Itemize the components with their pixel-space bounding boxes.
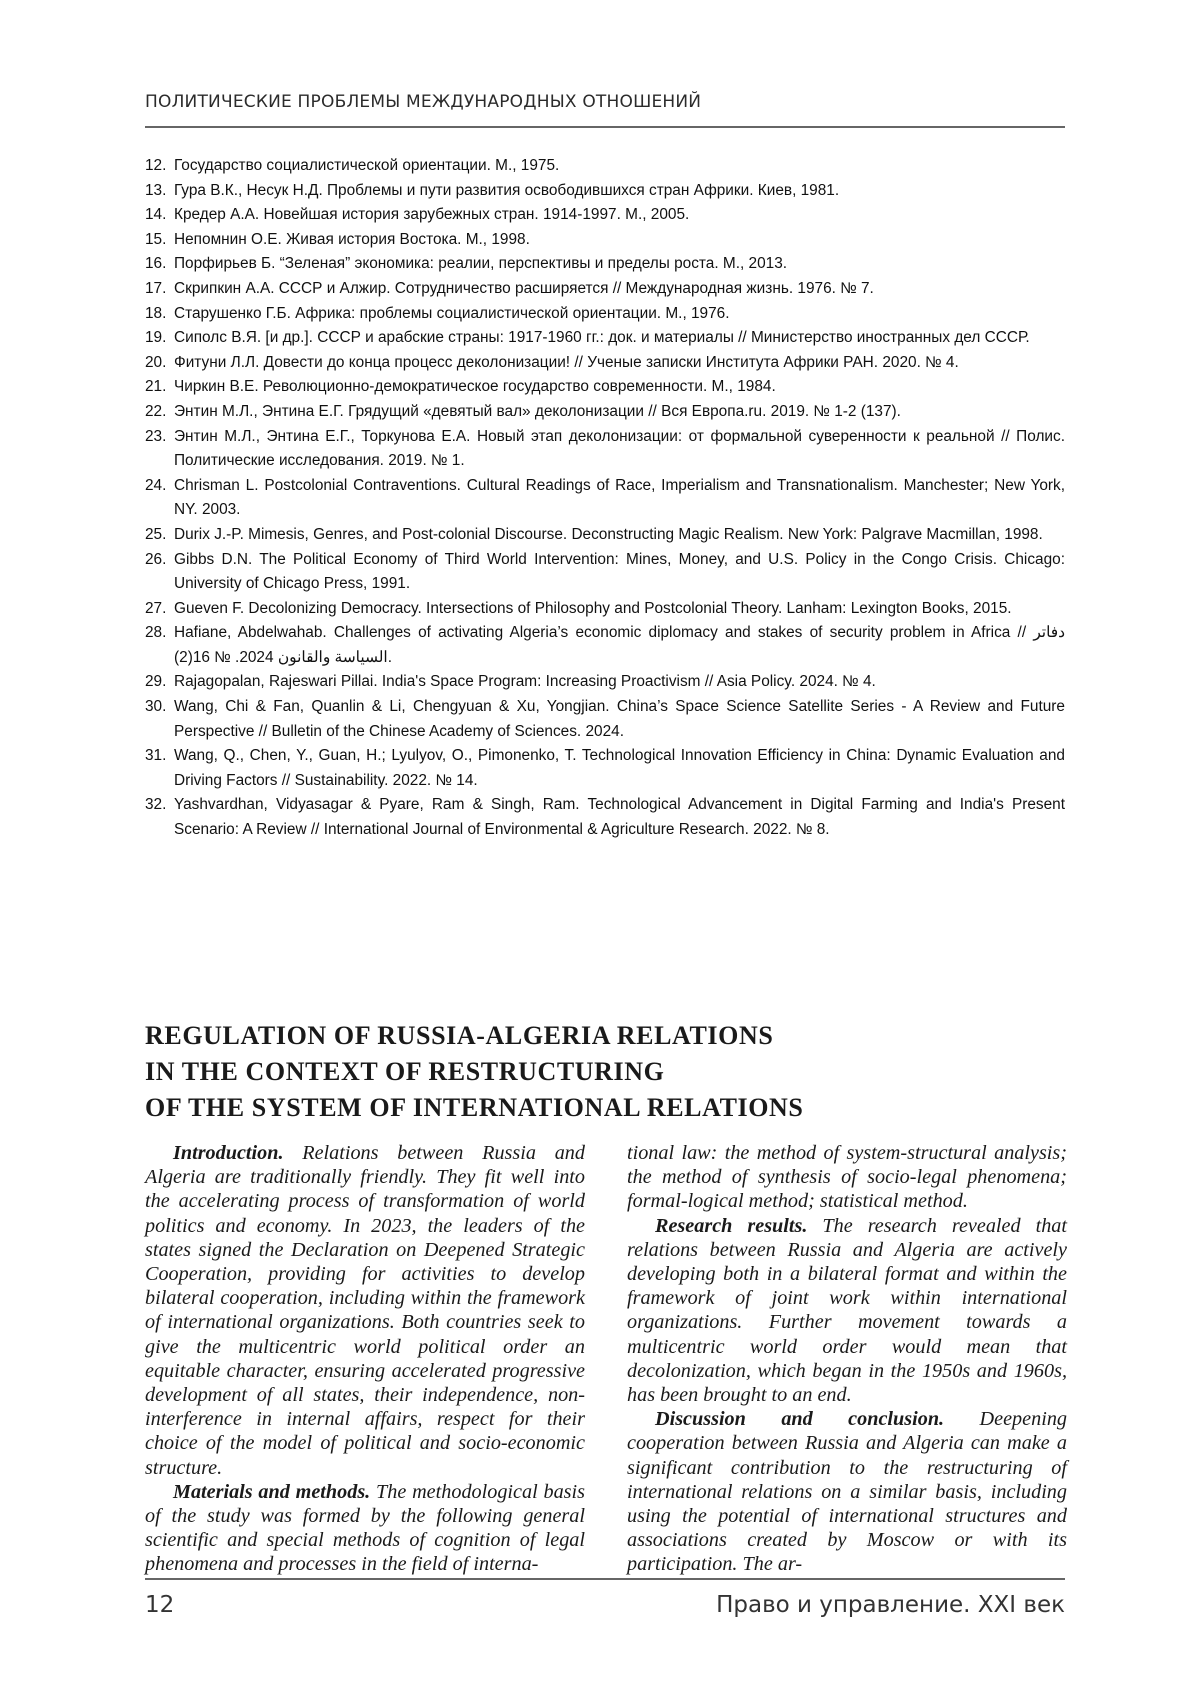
article-title-line: REGULATION OF RUSSIA-ALGERIA RELATIONS	[145, 1021, 774, 1050]
reference-text: Чиркин В.Е. Революционно-демократическое государство современности. М., 1984.	[174, 378, 776, 396]
methods-paragraph-continued: tional law: the method of system-structural analysis; the method of synthesis of socio-legal phenomena; formal-logical method; statistical method.	[627, 1142, 1067, 1213]
introduction-label: Introduction.	[173, 1142, 284, 1164]
reference-number: 13.	[145, 181, 167, 199]
running-header: ПОЛИТИЧЕСКИЕ ПРОБЛЕМЫ МЕЖДУНАРОДНЫХ ОТНОШЕНИЙ	[145, 92, 702, 112]
article-title-line: IN THE CONTEXT OF RESTRUCTURING	[145, 1057, 665, 1086]
reference-item	[145, 252, 1065, 277]
results-text: The research revealed that relations between Russia and Algeria are actively developing both in a bilateral format and within the framework of joint work within international organizations. Further movement towards a multicentric world order would mean that decolonization, which began in the 1950s and 1960s, has been brought to an end.	[627, 1214, 1067, 1407]
reference-item	[145, 474, 1065, 523]
reference-number: 31.	[145, 747, 167, 765]
reference-item	[145, 277, 1065, 302]
reference-text: Сиполс В.Я. [и др.]. СССР и арабские страны: 1917-1960 гг.: док. и материалы // Министерство иностранных дел СССР.	[174, 329, 1030, 347]
reference-text: Энтин М.Л., Энтина Е.Г., Торкунова Е.А. Новый этап деколонизации: от формальной суверенности к реальной // Полис. Политические исследования. 2019. № 1.	[174, 427, 1065, 470]
reference-item	[145, 351, 1065, 376]
reference-text: Порфирьев Б. “Зеленая” экономика: реалии, перспективы и пределы роста. М., 2013.	[174, 255, 788, 273]
reference-number: 28.	[145, 624, 167, 642]
reference-number: 12.	[145, 157, 167, 174]
reference-number: 29.	[145, 673, 167, 691]
reference-text: Wang, Chi & Fan, Quanlin & Li, Chengyuan & Xu, Yongjian. China’s Space Science Satellite Series - A Review and Future Perspective // Bulletin of the Chinese Academy of Sciences. 2024.	[174, 698, 1065, 740]
reference-item	[145, 228, 1065, 253]
reference-number: 20.	[145, 353, 167, 371]
reference-item	[145, 793, 1065, 842]
reference-text: Фитуни Л.Л. Довести до конца процесс деколонизации! // Ученые записки Института Африки РАН. 2020. № 4.	[174, 353, 959, 371]
reference-text: Скрипкин А.А. СССР и Алжир. Сотрудничество расширяется // Международная жизнь. 1976. № 7.	[174, 279, 874, 297]
reference-text: Hafiane, Abdelwahab. Challenges of activating Algeria’s economic diplomacy and stakes of security problem in Africa // دفاتر السياسة والقانون 2024. № 16(2).	[174, 624, 1065, 666]
reference-list	[145, 154, 1065, 843]
reference-item	[145, 670, 1065, 695]
abstract-column-right	[627, 1141, 1067, 1577]
journal-name: Право и управление. XXI век	[716, 1592, 1065, 1618]
reference-item	[145, 154, 1065, 179]
reference-number: 18.	[145, 304, 167, 322]
reference-text: Старушенко Г.Б. Африка: проблемы социалистической ориентации. М., 1976.	[174, 304, 730, 322]
reference-item	[145, 400, 1065, 425]
reference-item	[145, 375, 1065, 400]
reference-number: 24.	[145, 476, 167, 494]
methods-text: The methodological basis of the study was formed by the following general scientific and special methods of cognition of legal phenomena and processes in the field of interna-	[145, 1480, 585, 1576]
reference-text: Кредер А.А. Новейшая история зарубежных стран. 1914-1997. М., 2005.	[174, 206, 690, 224]
results-label: Research results.	[655, 1214, 808, 1237]
methods-label: Materials and methods.	[173, 1480, 371, 1503]
introduction-paragraph	[145, 1141, 585, 1480]
results-paragraph	[627, 1214, 1067, 1408]
reference-text: Непомнин О.Е. Живая история Востока. М., 1998.	[174, 230, 530, 248]
reference-text: Гура В.К., Несук Н.Д. Проблемы и пути развития освободившихся стран Африки. Киев, 1981.	[174, 181, 840, 199]
reference-text: Государство социалистической ориентации. М., 1975.	[174, 157, 560, 174]
article-title-line: OF THE SYSTEM OF INTERNATIONAL RELATIONS	[145, 1093, 804, 1122]
reference-number: 27.	[145, 599, 167, 617]
reference-number: 25.	[145, 525, 167, 543]
reference-number: 15.	[145, 230, 167, 248]
reference-number: 14.	[145, 206, 167, 224]
article-title	[145, 1018, 1065, 1126]
reference-number: 23.	[145, 427, 167, 445]
reference-item	[145, 548, 1065, 597]
reference-text: Gibbs D.N. The Political Economy of Third World Intervention: Mines, Money, and U.S. Policy in the Congo Crisis. Chicago: University of Chicago Press, 1991.	[174, 550, 1065, 593]
reference-number: 26.	[145, 550, 167, 568]
reference-item	[145, 523, 1065, 548]
reference-number: 22.	[145, 402, 167, 420]
reference-number: 30.	[145, 698, 167, 716]
reference-number: 32.	[145, 796, 167, 814]
reference-item	[145, 179, 1065, 204]
reference-text: Gueven F. Decolonizing Democracy. Intersections of Philosophy and Postcolonial Theory. Lanham: Lexington Books, 2015.	[174, 599, 1012, 617]
header-divider	[145, 126, 1065, 128]
page-number: 12	[145, 1592, 175, 1618]
abstract-column-left	[145, 1141, 585, 1577]
reference-text: Энтин М.Л., Энтина Е.Г. Грядущий «девятый вал» деколонизации // Вся Европа.ru. 2019. № 1-2 (137).	[174, 402, 901, 420]
reference-item	[145, 425, 1065, 474]
reference-item	[145, 597, 1065, 622]
introduction-text: Relations between Russia and Algeria are traditionally friendly. They fit well into the accelerating process of transformation of world politics and economy. In 2023, the leaders of the states signed the Declaration on Deepened Strategic Cooperation, providing for activities to develop bilateral cooperation, including within the framework of international organizations. Both countries seek to give the multicentric world political order an equitable character, ensuring accelerated progressive development of all states, their independence, non-interference in internal affairs, respect for their choice of the model of political and socio-economic structure.	[145, 1142, 585, 1479]
reference-text: Durix J.-P. Mimesis, Genres, and Post-colonial Discourse. Deconstructing Magic Realism. New York: Palgrave Macmillan, 1998.	[174, 525, 1043, 543]
reference-item	[145, 621, 1065, 670]
discussion-paragraph	[627, 1407, 1067, 1576]
discussion-text: Deepening cooperation between Russia and Algeria can make a significant contribution to the restructuring of international relations on a similar basis, including using the potential of international structures and associations created by Moscow or with its participation. The ar-	[627, 1408, 1068, 1576]
reference-item	[145, 302, 1065, 327]
reference-item	[145, 744, 1065, 793]
reference-item	[145, 203, 1065, 228]
reference-number: 16.	[145, 255, 167, 273]
reference-number: 19.	[145, 329, 167, 347]
reference-text: Wang, Q., Chen, Y., Guan, H.; Lyulyov, O., Pimonenko, T. Technological Innovation Efficiency in China: Dynamic Evaluation and Driving Factors // Sustainability. 2022. № 14.	[174, 747, 1065, 789]
reference-text: Yashvardhan, Vidyasagar & Pyare, Ram & Singh, Ram. Technological Advancement in Digital Farming and India's Present Scenario: A Review // International Journal of Environmental & Agriculture Research. 2022. № 8.	[174, 796, 1065, 839]
discussion-label: Discussion and conclusion.	[655, 1408, 945, 1431]
reference-item	[145, 695, 1065, 744]
reference-text: Rajagopalan, Rajeswari Pillai. India's Space Program: Increasing Proactivism // Asia Policy. 2024. № 4.	[174, 673, 876, 691]
footer-divider	[145, 1578, 1065, 1580]
reference-number: 17.	[145, 279, 167, 297]
methods-paragraph	[145, 1480, 585, 1577]
reference-number: 21.	[145, 378, 167, 396]
reference-text: Chrisman L. Postcolonial Contraventions. Cultural Readings of Race, Imperialism and Transnationalism. Manchester; New York, NY. 2003.	[174, 476, 1065, 519]
reference-item	[145, 326, 1065, 351]
